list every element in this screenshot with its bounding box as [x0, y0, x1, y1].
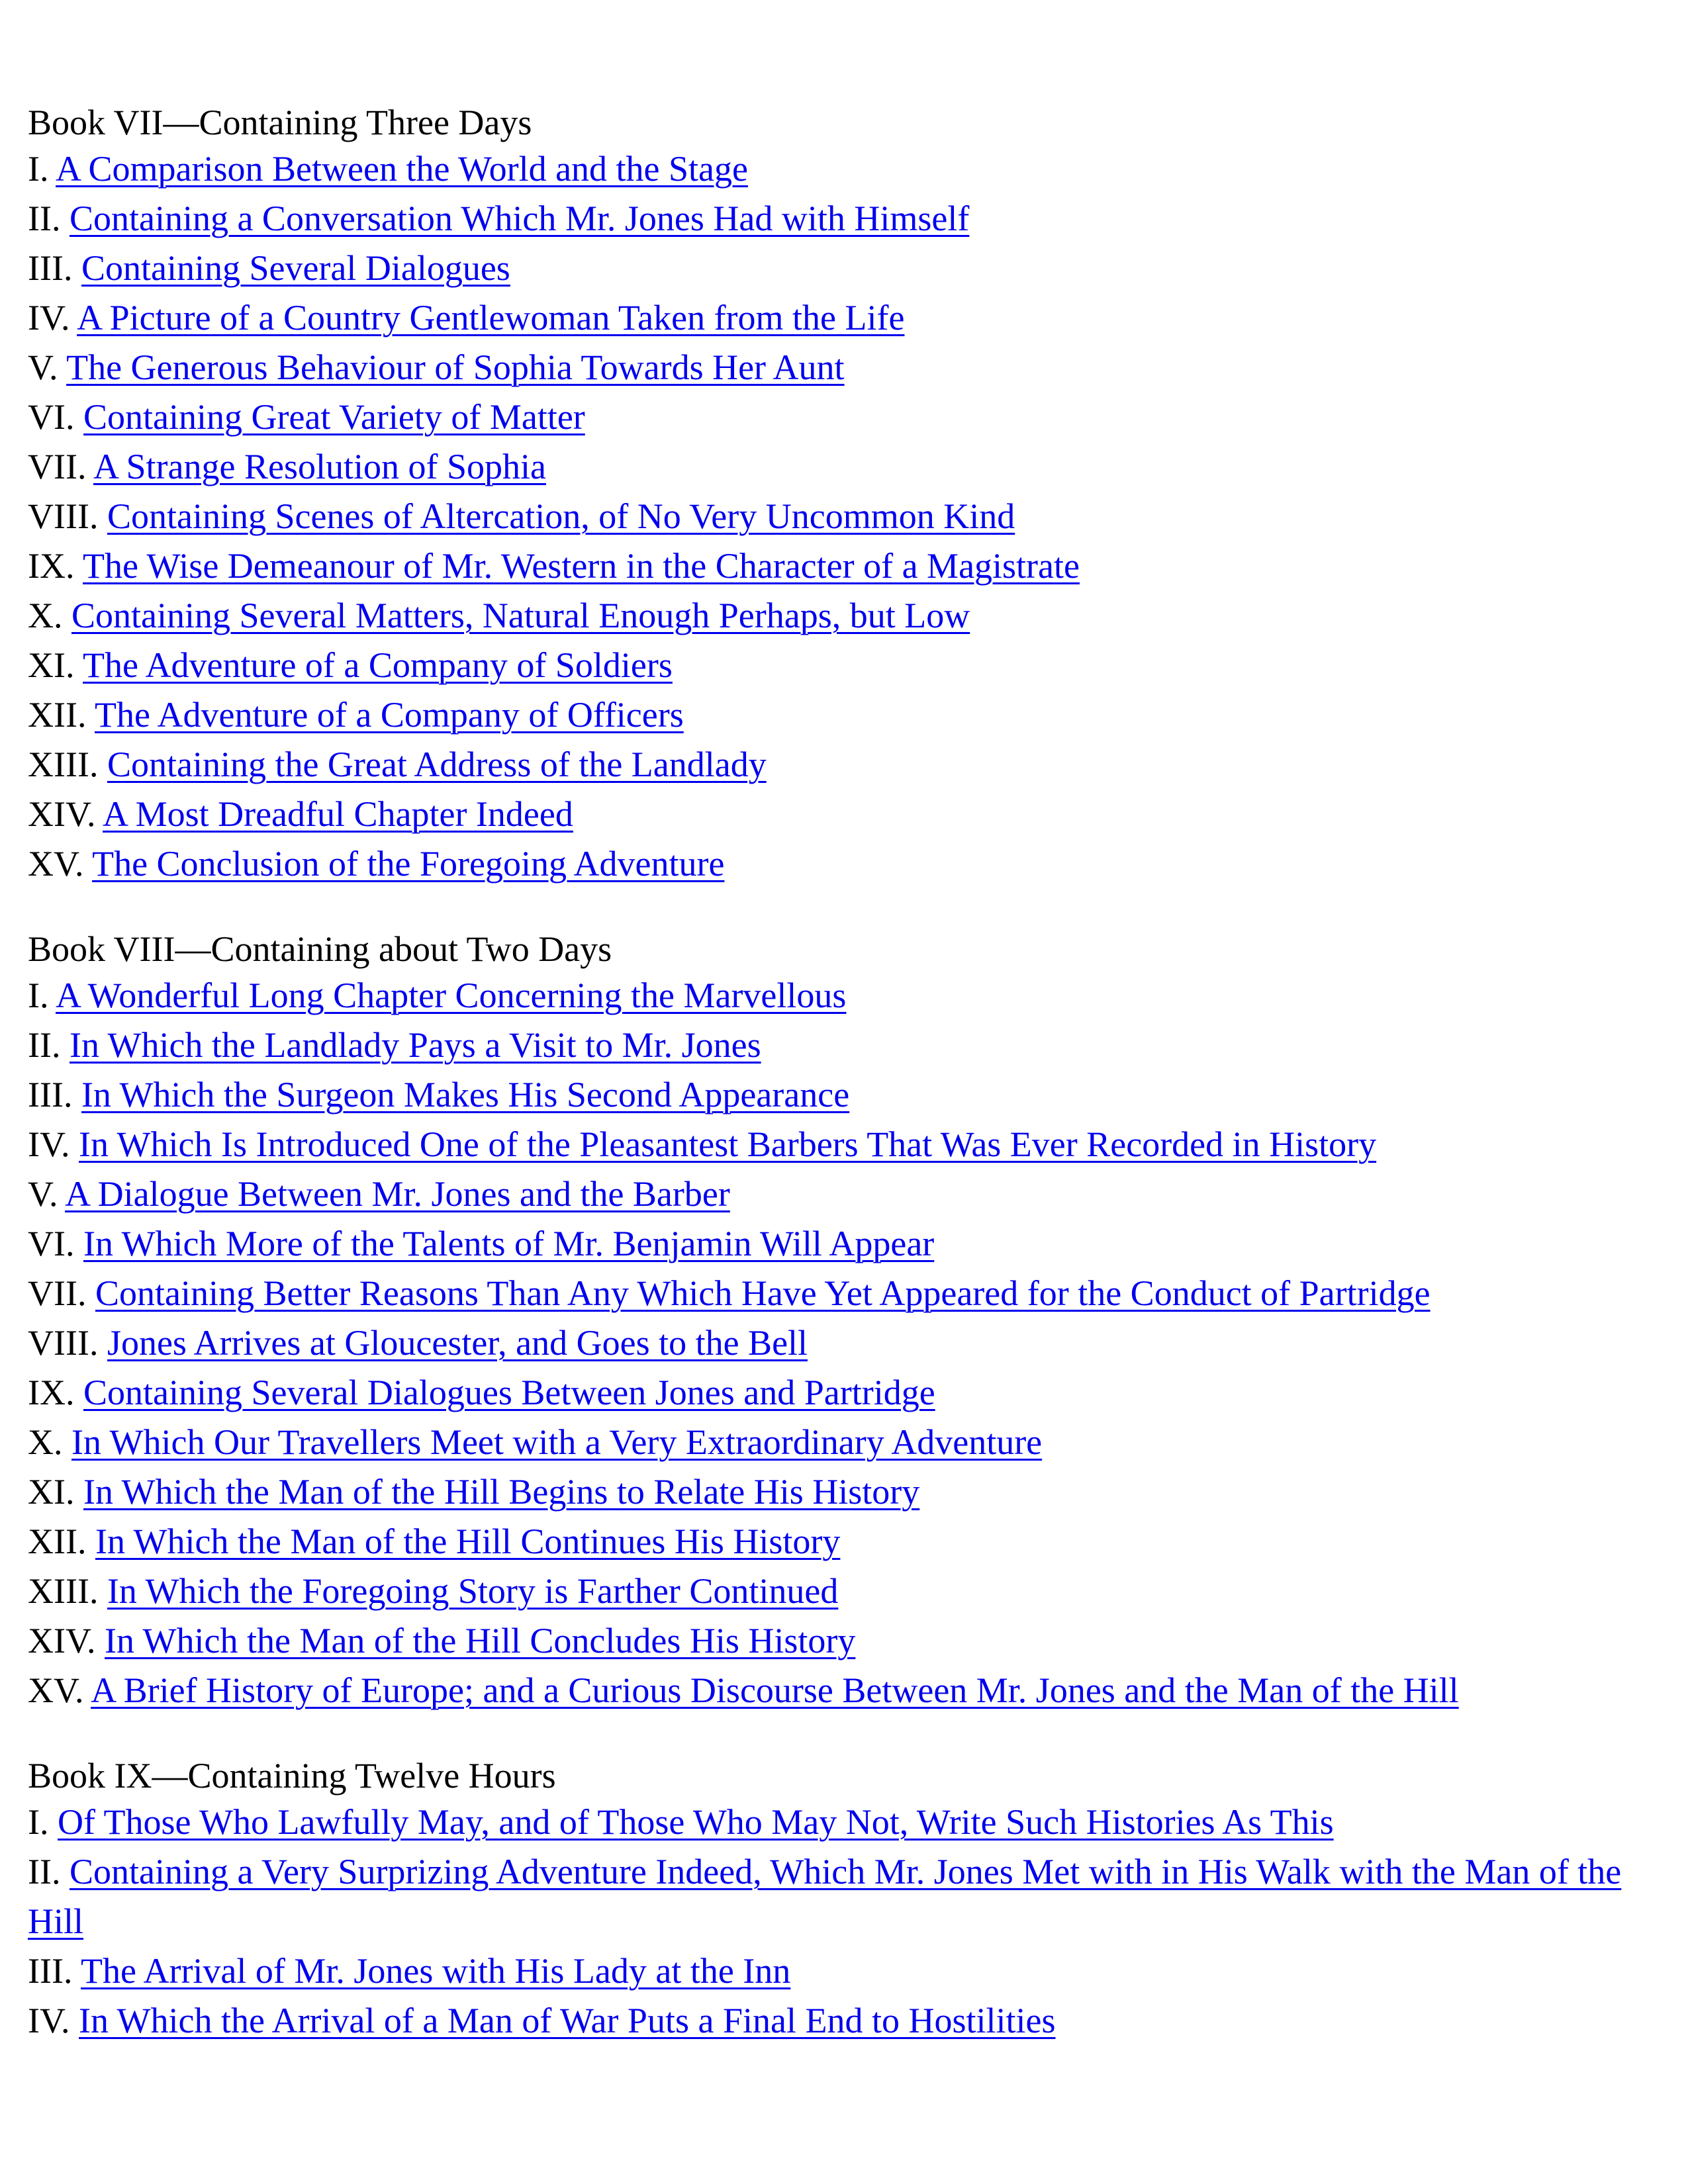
- chapter-number: IV.: [28, 298, 70, 338]
- chapter-entry: [28, 1666, 1656, 1715]
- book-title: Book IX—Containing Twelve Hours: [28, 1756, 556, 1796]
- chapter-number: II.: [28, 1852, 61, 1891]
- chapter-link[interactable]: Containing a Conversation Which Mr. Jones Had with Himself: [69, 199, 970, 238]
- chapter-link[interactable]: A Picture of a Country Gentlewoman Taken from the Life: [77, 298, 905, 338]
- chapter-number: XI.: [28, 645, 75, 685]
- chapter-number: XI.: [28, 1472, 75, 1512]
- chapter-entry: [28, 244, 1656, 293]
- chapter-number: X.: [28, 1422, 63, 1462]
- chapter-number: XV.: [28, 844, 84, 884]
- chapter-link[interactable]: A Brief History of Europe; and a Curious Discourse Between Mr. Jones and the Man of the Hill: [91, 1670, 1459, 1710]
- chapter-number: VI.: [28, 1224, 75, 1263]
- chapter-link[interactable]: In Which the Landlady Pays a Visit to Mr. Jones: [69, 1025, 761, 1065]
- chapter-entry: [28, 1169, 1656, 1219]
- chapter-number: I.: [28, 149, 49, 189]
- chapter-link[interactable]: A Most Dreadful Chapter Indeed: [103, 794, 573, 834]
- chapter-number: III.: [28, 1075, 73, 1115]
- chapter-entry: [28, 1269, 1656, 1318]
- chapter-link[interactable]: In Which the Foregoing Story is Farther Continued: [107, 1571, 839, 1611]
- chapter-entry: [28, 442, 1656, 492]
- chapter-link[interactable]: The Adventure of a Company of Officers: [95, 695, 684, 735]
- chapter-number: XIII.: [28, 745, 99, 784]
- chapter-link[interactable]: In Which the Man of the Hill Concludes His History: [105, 1621, 856, 1661]
- chapter-entry: [28, 1847, 1656, 1946]
- chapter-number: V.: [28, 1174, 58, 1214]
- chapter-link[interactable]: In Which the Arrival of a Man of War Puts a Final End to Hostilities: [79, 2001, 1056, 2040]
- chapter-link[interactable]: Of Those Who Lawfully May, and of Those Who May Not, Write Such Histories As This: [57, 1802, 1334, 1842]
- chapter-number: VII.: [28, 1273, 87, 1313]
- chapter-entry: [28, 144, 1656, 194]
- chapter-number: II.: [28, 199, 61, 238]
- chapter-link[interactable]: Containing Better Reasons Than Any Which Have Yet Appeared for the Conduct of Partridge: [95, 1273, 1430, 1313]
- table-of-contents: [28, 101, 1656, 2084]
- chapter-number: VII.: [28, 447, 87, 486]
- chapter-link[interactable]: Containing Great Variety of Matter: [83, 397, 585, 437]
- chapter-link[interactable]: A Dialogue Between Mr. Jones and the Barber: [65, 1174, 730, 1214]
- chapter-entry: [28, 1797, 1656, 1847]
- book-title: Book VII—Containing Three Days: [28, 103, 532, 142]
- chapter-number: XIV.: [28, 1621, 96, 1661]
- book-section: [28, 1754, 1656, 2046]
- chapter-link[interactable]: In Which Our Travellers Meet with a Very Extraordinary Adventure: [71, 1422, 1043, 1462]
- chapter-link[interactable]: Containing a Very Surprizing Adventure Indeed, Which Mr. Jones Met with in His Walk with the Man of the Hill: [28, 1852, 1622, 1941]
- chapter-link[interactable]: In Which the Surgeon Makes His Second Appearance: [81, 1075, 850, 1115]
- chapter-entry: [28, 690, 1656, 740]
- chapter-entry: [28, 492, 1656, 541]
- chapter-entry: [28, 1946, 1656, 1996]
- chapter-number: VIII.: [28, 1323, 99, 1363]
- chapter-number: XII.: [28, 1522, 87, 1561]
- chapter-entry: [28, 1120, 1656, 1169]
- chapter-number: I.: [28, 1802, 49, 1842]
- book-section: [28, 101, 1656, 889]
- chapter-entry: [28, 1219, 1656, 1269]
- chapter-entry: [28, 392, 1656, 442]
- chapter-number: XV.: [28, 1670, 84, 1710]
- chapter-entry: [28, 641, 1656, 690]
- chapter-entry: [28, 1567, 1656, 1616]
- chapter-link[interactable]: Containing Scenes of Altercation, of No Very Uncommon Kind: [107, 496, 1015, 536]
- chapter-entry: [28, 1021, 1656, 1070]
- chapter-link[interactable]: The Generous Behaviour of Sophia Towards Her Aunt: [66, 347, 845, 387]
- chapter-number: IX.: [28, 1373, 75, 1412]
- book-section: [28, 927, 1656, 1715]
- chapter-link[interactable]: In Which the Man of the Hill Begins to Relate His History: [83, 1472, 920, 1512]
- chapter-link[interactable]: A Comparison Between the World and the Stage: [56, 149, 748, 189]
- chapter-number: IV.: [28, 2001, 70, 2040]
- chapter-link[interactable]: The Adventure of a Company of Soldiers: [83, 645, 673, 685]
- chapter-entry: [28, 293, 1656, 343]
- chapter-link[interactable]: The Arrival of Mr. Jones with His Lady at the Inn: [80, 1951, 791, 1991]
- chapter-entry: [28, 541, 1656, 591]
- chapter-entry: [28, 839, 1656, 889]
- chapter-entry: [28, 971, 1656, 1021]
- chapter-entry: [28, 790, 1656, 839]
- chapter-number: XIII.: [28, 1571, 99, 1611]
- chapter-link[interactable]: A Wonderful Long Chapter Concerning the Marvellous: [56, 976, 847, 1015]
- chapter-entry: [28, 1517, 1656, 1567]
- chapter-link[interactable]: The Conclusion of the Foregoing Adventure: [92, 844, 725, 884]
- chapter-link[interactable]: Containing Several Dialogues Between Jones and Partridge: [83, 1373, 935, 1412]
- chapter-number: I.: [28, 976, 49, 1015]
- chapter-number: III.: [28, 1951, 73, 1991]
- chapter-number: III.: [28, 248, 73, 288]
- chapter-entry: [28, 1467, 1656, 1517]
- chapter-entry: [28, 1318, 1656, 1368]
- chapter-link[interactable]: In Which Is Introduced One of the Pleasantest Barbers That Was Ever Recorded in History: [79, 1124, 1377, 1164]
- chapter-number: XIV.: [28, 794, 96, 834]
- chapter-entry: [28, 1996, 1656, 2046]
- chapter-entry: [28, 1368, 1656, 1418]
- chapter-entry: [28, 1070, 1656, 1120]
- chapter-entry: [28, 343, 1656, 392]
- chapter-number: X.: [28, 596, 63, 635]
- chapter-link[interactable]: In Which the Man of the Hill Continues His History: [95, 1522, 841, 1561]
- chapter-number: V.: [28, 347, 58, 387]
- chapter-number: VI.: [28, 397, 75, 437]
- chapter-number: IX.: [28, 546, 75, 586]
- chapter-link[interactable]: Containing the Great Address of the Landlady: [107, 745, 767, 784]
- chapter-link[interactable]: A Strange Resolution of Sophia: [93, 447, 546, 486]
- chapter-entry: [28, 591, 1656, 641]
- chapter-link[interactable]: Jones Arrives at Gloucester, and Goes to the Bell: [107, 1323, 808, 1363]
- chapter-number: VIII.: [28, 496, 99, 536]
- chapter-number: II.: [28, 1025, 61, 1065]
- chapter-number: IV.: [28, 1124, 70, 1164]
- chapter-link[interactable]: Containing Several Matters, Natural Enough Perhaps, but Low: [71, 596, 970, 635]
- chapter-entry: [28, 740, 1656, 790]
- chapter-number: XII.: [28, 695, 87, 735]
- chapter-link[interactable]: Containing Several Dialogues: [81, 248, 510, 288]
- chapter-link[interactable]: The Wise Demeanour of Mr. Western in the Character of a Magistrate: [83, 546, 1080, 586]
- chapter-entry: [28, 1418, 1656, 1467]
- chapter-link[interactable]: In Which More of the Talents of Mr. Benjamin Will Appear: [83, 1224, 935, 1263]
- chapter-entry: [28, 1616, 1656, 1666]
- book-title: Book VIII—Containing about Two Days: [28, 929, 612, 969]
- chapter-entry: [28, 194, 1656, 244]
